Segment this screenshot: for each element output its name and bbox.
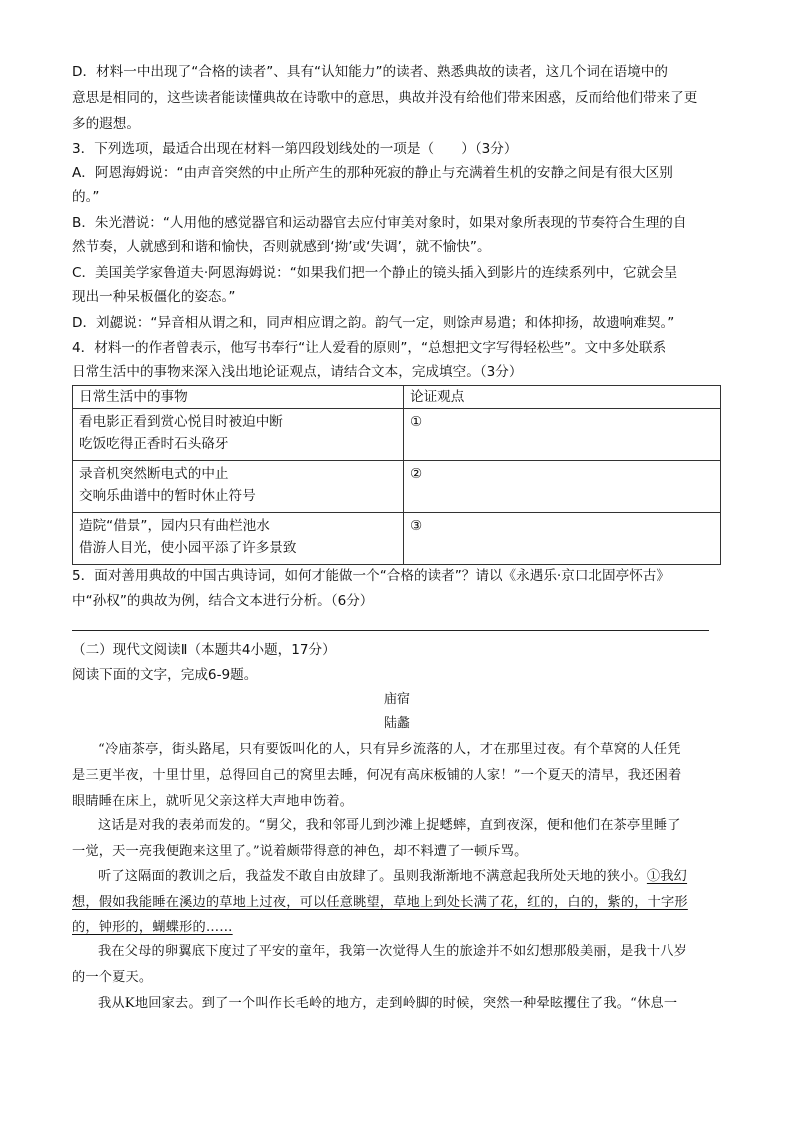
paragraph-3-text: 听了这隔面的教训之后，我益发不敢自由放肆了。虽则我渐渐地不满意起我所处天地的狭小。 [98, 869, 647, 884]
table-header-things: 日常生活中的事物 [73, 386, 404, 409]
q2-option-d-line3: 多的遐想。 [72, 116, 140, 132]
table-header-row [73, 386, 721, 409]
article-author: 陆蠡 [383, 716, 410, 731]
q3-option-d: D．刘勰说：“异音相从谓之和，同声相应谓之韵。韵气一定，则馀声易遣；和体抑扬，故遗响难契。” [72, 315, 675, 331]
table-cell-blank-3: ③ [404, 513, 721, 565]
table-cell-things [73, 409, 404, 461]
table-header-viewpoint: 论证观点 [404, 386, 721, 409]
underlined-sentence-1: ①我幻 [646, 869, 688, 884]
paragraph-5-line1: 我从K地回家去。到了一个叫作长毛岭的地方，走到岭脚的时候，突然一种晕眩攫住了我。“休息一 [98, 996, 678, 1011]
paragraph-1-line2: 是三更半夜，十里廿里，总得回自己的窝里去睡，何况有高床板铺的人家！”一个夏天的清早，我还困着 [72, 768, 682, 783]
paragraph-1-line3: 眼睛睡在床上，就听见父亲这样大声地申饬着。 [72, 794, 354, 809]
underlined-sentence-end: 的，钟形的，蝴蝶形的…… [72, 920, 233, 935]
table-row [73, 513, 721, 565]
q5-line1: 5．面对善用典故的中国古典诗词，如何才能做一个“合格的读者”？请以《永遇乐·京口北固亭怀古》 [72, 568, 670, 584]
q2-option-d-line2: 意思是相同的，这些读者能读懂典故在诗歌中的意思，典故并没有给他们带来困惑，反而给他们带来了更 [72, 90, 698, 106]
cell-line: 看电影正看到赏心悦目时被迫中断 [79, 414, 283, 430]
table-cell-things [73, 513, 404, 565]
cell-line: 造院“借景”，园内只有曲栏池水 [79, 518, 270, 534]
cell-line: 借游人目光，使小园平添了许多景致 [79, 540, 297, 556]
section2-instruction: 阅读下面的文字，完成6-9题。 [72, 667, 258, 683]
q3-option-b-line1: B．朱光潜说：“人用他的感觉器官和运动器官去应付审美对象时，如果对象所表现的节奏符合生理的自 [72, 215, 687, 231]
q4-table [72, 385, 721, 565]
paragraph-1-line1: “冷庙茶亭，街头路尾，只有要饭叫化的人，只有异乡流落的人，才在那里过夜。有个草窝的人任凭 [98, 742, 681, 757]
cell-line: 录音机突然断电式的中止 [79, 466, 229, 482]
cell-line: 吃饭吃得正香时石头硌牙 [79, 436, 229, 452]
q3-option-b-line2: 然节奏，人就感到和谐和愉快，否则就感到‘拗’或‘失调’，就不愉快”。 [72, 239, 491, 255]
section-divider [72, 630, 709, 631]
table-cell-blank-2: ② [404, 461, 721, 513]
q4-stem-line2: 日常生活中的事物来深入浅出地论证观点，请结合文本，完成填空。（3分） [72, 364, 523, 380]
q3-stem: 3．下列选项，最适合出现在材料一第四段划线处的一项是（ ）（3分） [72, 141, 518, 157]
q2-option-d-line1: D．材料一中出现了“合格的读者”、具有“认知能力”的读者、熟悉典故的读者，这几个词在语境中的 [72, 64, 668, 80]
table-cell-blank-1: ① [404, 409, 721, 461]
article-title: 庙宿 [383, 692, 410, 707]
q3-option-a-line1: A．阿恩海姆说：“由声音突然的中止所产生的那种死寂的静止与充满着生机的安静之间是有很大区别 [72, 165, 673, 181]
table-cell-things [73, 461, 404, 513]
q3-option-c-line1: C．美国美学家鲁道夫·阿恩海姆说：“如果我们把一个静止的镜头插入到影片的连续系列中，它就会呈 [72, 265, 678, 281]
q3-option-a-line2: 的。” [72, 189, 100, 205]
paragraph-3-line3 [72, 915, 722, 941]
q3-option-c-line2: 现出一种呆板僵化的姿态。” [72, 289, 236, 305]
table-row [73, 461, 721, 513]
cell-line: 交响乐曲谱中的暂时休止符号 [79, 488, 256, 504]
q5-line2: 中“孙权”的典故为例，结合文本进行分析。（6分） [72, 593, 374, 609]
section2-heading: （二）现代文阅读Ⅱ（本题共4小题，17分） [72, 642, 336, 658]
paragraph-2-line2: 一觉，天一亮我便跑来这里了。”说着颇带得意的神色，却不料遭了一顿斥骂。 [72, 844, 528, 859]
paragraph-2-line1: 这话是对我的表弟而发的。“舅父，我和邻哥儿到沙滩上捉蟋蟀，直到夜深，便和他们在茶亭里睡了 [98, 818, 681, 833]
table-row [73, 409, 721, 461]
paragraph-4-line1: 我在父母的卵翼底下度过了平安的童年，我第一次觉得人生的旅途并不如幻想那般美丽，是我十八岁 [98, 944, 688, 959]
paragraph-3-line1 [72, 864, 722, 890]
q4-stem-line1: 4．材料一的作者曾表示，他写书奉行“让人爱看的原则”，“总想把文字写得轻松些”。文中多处联系 [72, 340, 667, 356]
paragraph-3-line2: 想，假如我能睡在溪边的草地上过夜，可以任意眺望，草地上到处长满了花，红的，白的，紫的，十字形 [72, 895, 688, 910]
paragraph-4-line2: 的一个夏天。 [72, 970, 153, 985]
